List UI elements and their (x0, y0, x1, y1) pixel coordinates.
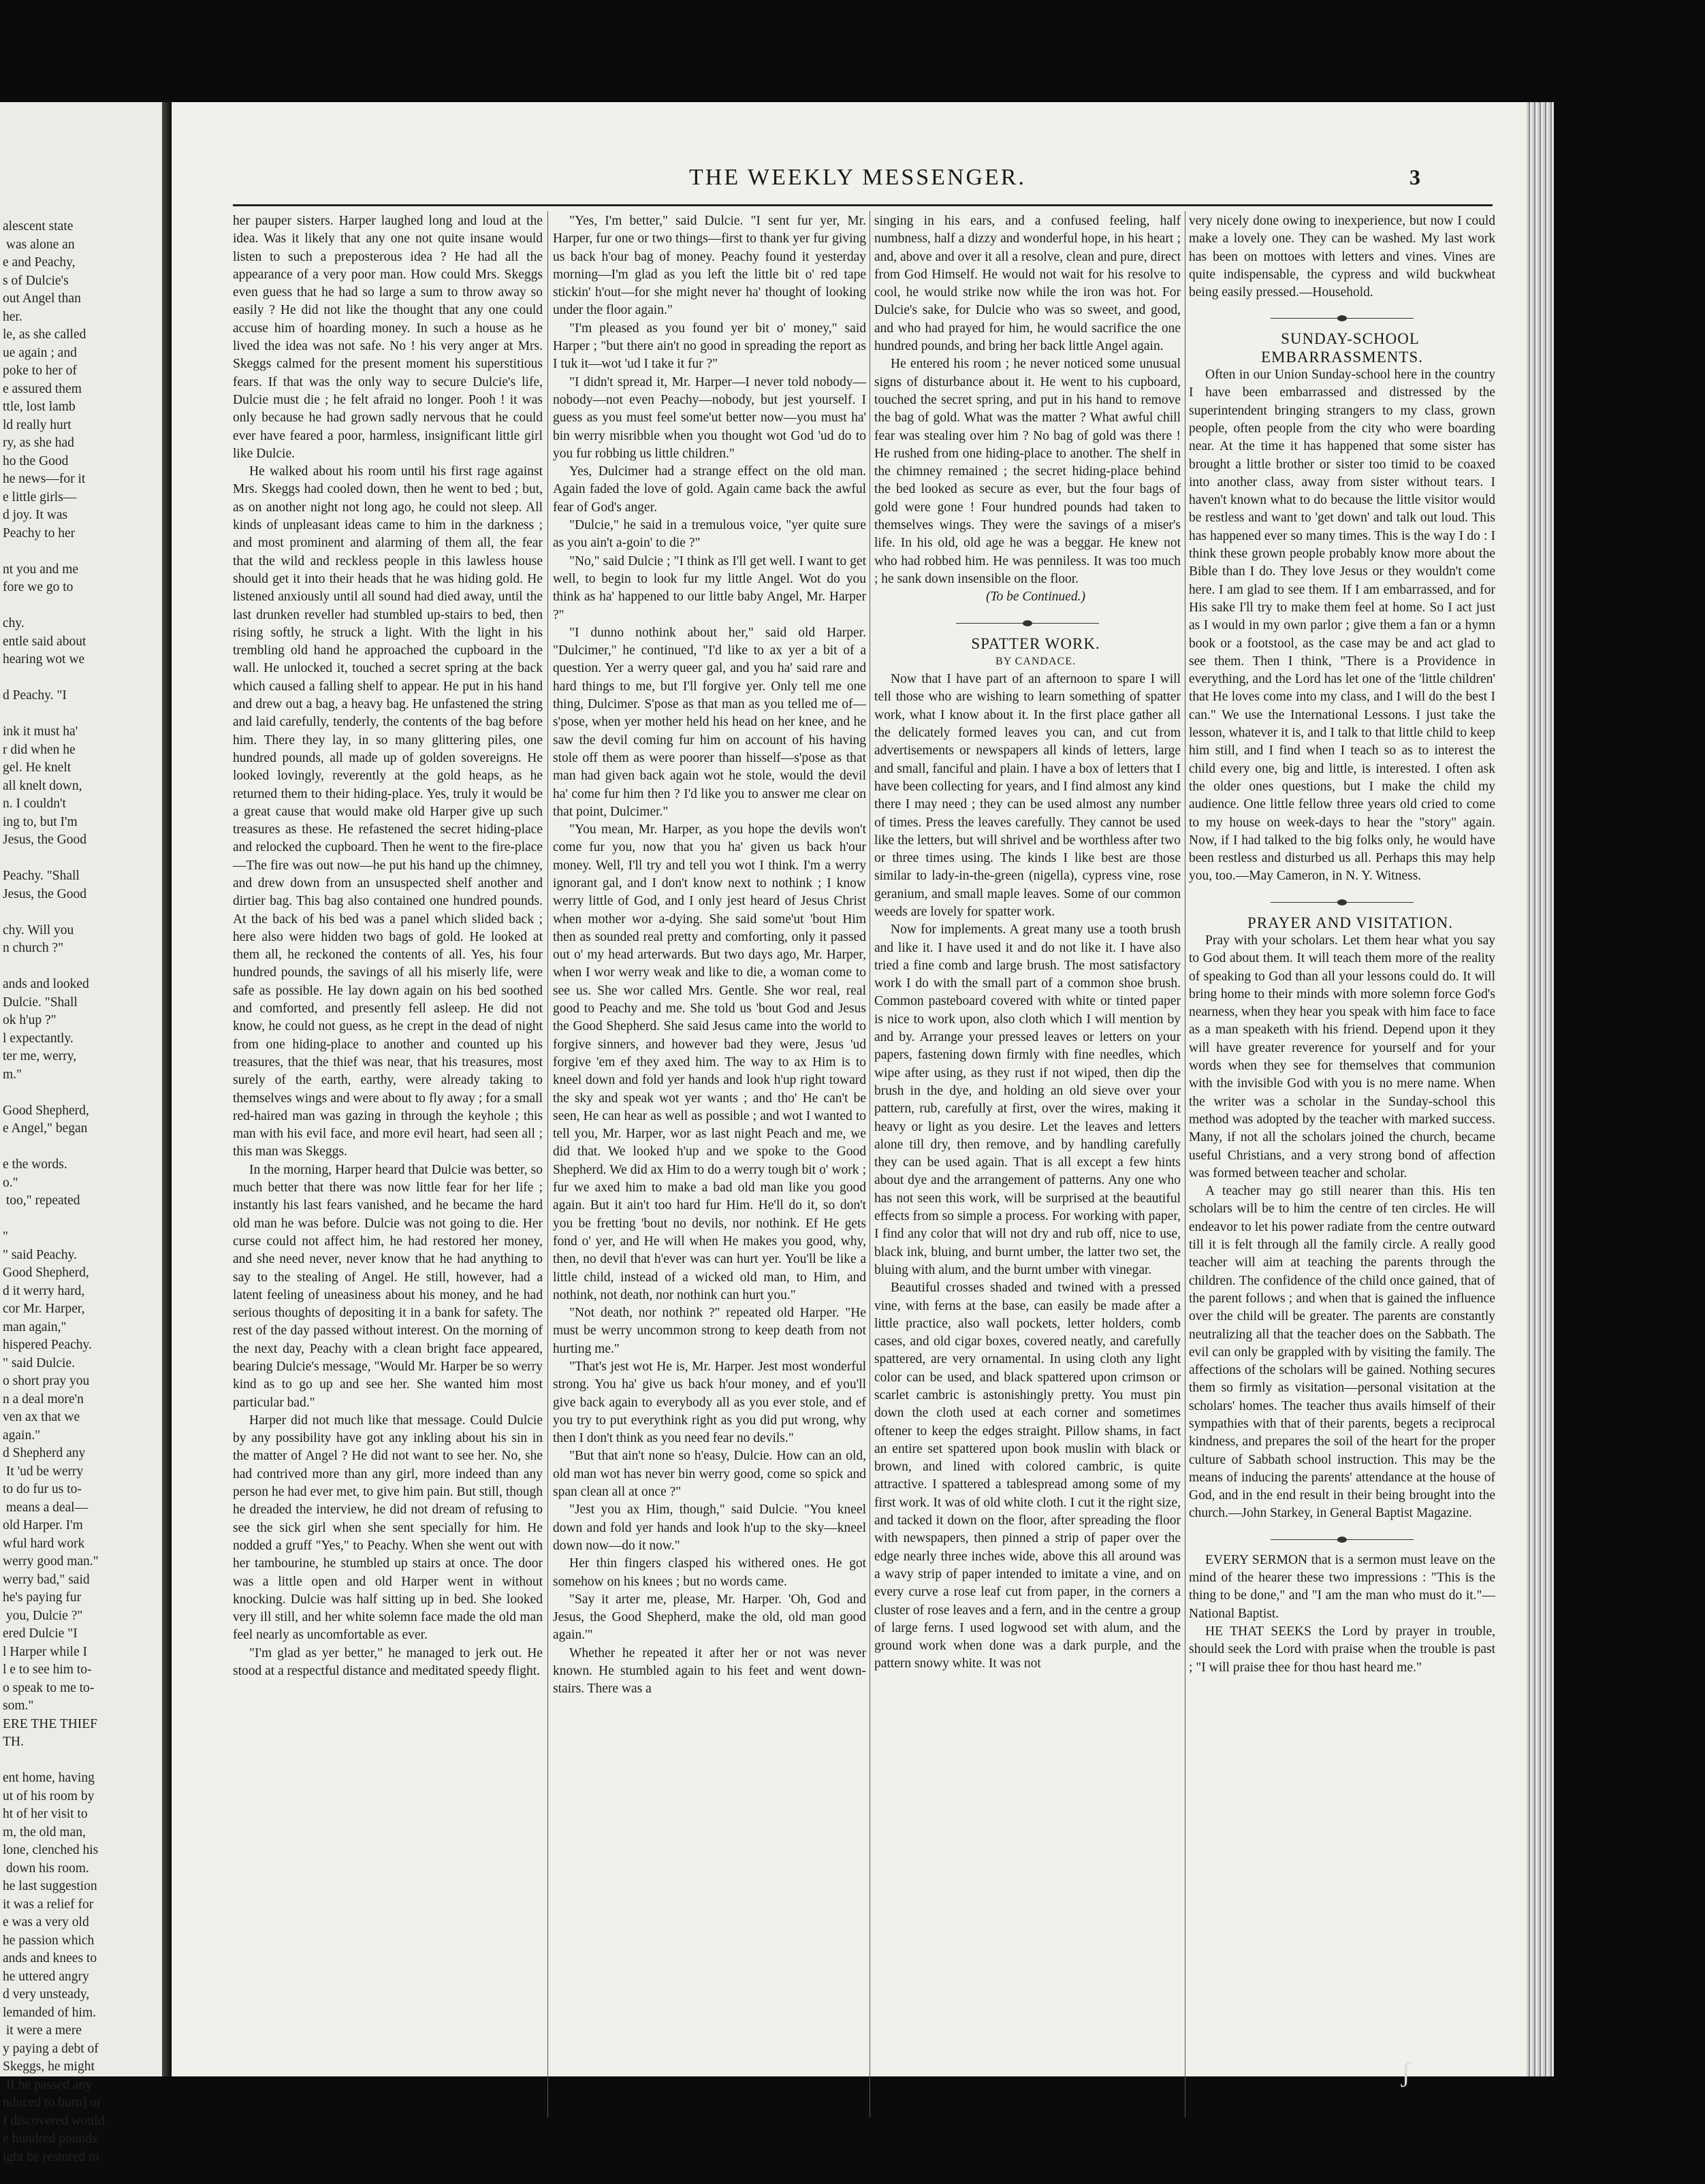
column-divider (547, 211, 548, 2117)
paragraph: A teacher may go still nearer than this. His ten scholars will be to him the centre of ten circles. He will endeavor to let his power radiate from the centre outward till it is felt through all the family circle. A really good teacher will aim at teaching the parents through the children. The confidence of the child once gained, that of the parent follows ; and when that is gained the influence over the child will be greater. The parents are constantly neutralizing all that the teacher does on the Sabbath. The evil can only be grappled with by visiting the family. The affections of the scholars will be gained. Nothing secures them so firmly as visitation—personal visitation at the scholars' homes. The teacher thus avails himself of their sympathies with that of their parents, begets a reciprocal kindness, and prepares the soil of the heart for the proper culture of Sabbath school instruction. This may be the means of inducing the parents' attendance at the house of God, and in the end result in their being brought into the church.—John Starkey, in General Baptist Magazine. (1189, 1184, 1495, 1521)
paragraph: Now for implements. A great many use a tooth brush and like it. I have used it and do not like it. I have also tried a fine comb and large brush. The most satisfactory work I do with the small part of a common shoe brush. Common pasteboard covered with white or tinted paper is nice to work upon, also cloth which I will mention by and by. Arrange your pressed leaves or letters on your papers, fastening down firmly with fine needles, which wipe after using, as they rust if not wiped, then dip the brush in the dye, and holding an old sieve over your pattern, rub, carefully at first, over the wires, making it heavy or light as you desire. Let the leaves and letters alone till dry, then remove, and by handling carefully they can be used again. That is all except a few hints about dye and the arrangement of patterns. Any one who has not seen this work, will be surprised at the beautiful effects from so simple a process. For working with paper, I find any color that will not dry and rub off, nice to use, black ink, bluing, and burnt umber, the latter two set, the bluing with alum, and the burnt umber with vinegar. (874, 922, 1181, 1277)
paragraph: He walked about his room until his first rage against Mrs. Skeggs had cooled down, then he went to bed ; but, as on another night not long ago, he could not sleep. All kinds of unpleasant ideas came to him in the darkness ; and most prominent and alarming of them all, the fear that the wild and reckless people in this lawless house should get it into their heads that he was hiding gold. He listened anxiously until all sound had died away, until the last drunken reveller had stumbled up-stairs to bed, then rising softly, he struck a light. With the light in his trembling old hand he approached the cupboard in the wall. He unlocked it, touched a secret spring at the back which caused a falling shelf to appear. He put in his hand and drew out a bag, a heavy bag. He unfastened the string and laid carefully, tenderly, the contents of the bag before him. There they lay, in so many glittering piles, one hundred pounds, all made up of golden sovereigns. He looked lovingly, reverently at the gold heaps, as he returned them to their hiding-place. Yes, truly it would be a great cause that would make old Harper give up such treasures as these. He refastened the secret hiding-place and relocked the cupboard. Then he went to the fire-place—The fire was out now—he put his hand up the chimney, and drew down from an unsuspected shelf another and dirtier bag. This bag also contained one hundred pounds. At the back of his bed was a panel which slided back ; here also were hidden two bags of gold. He looked at them all, he reckoned the contents of all. Yes, his four hundred pounds, the savings of all his miserly life, were safe as possible. He lay down again on his bed soothed and comforted, and presently fell asleep. He did not know, he could not guess, as he crept in the dead of night from one hiding-place to another and counted up his treasures, that the thief was near, that his treasures, most surely of the earth, earthy, were already taking to themselves wings and were about to fly away ; for a small red-haired man was gazing in through the keyhole ; this man with his evil face, and more evil heart, had seen all ; this man was Skeggs. (233, 464, 543, 1159)
page-stack-edge (1527, 102, 1554, 2076)
ornamental-divider (1189, 898, 1495, 908)
ornamental-divider (1189, 1535, 1495, 1545)
paragraph: He entered his room ; he never noticed some unusual signs of disturbance about it. He went to his cupboard, touched the secret spring, and put in his hand to remove the bag of gold. What was the matter ? What awful chill fear was stealing over him ? No bag of gold was there ! He rushed from one hiding-place to another. The shelf in the chimney remained ; the secret hiding-place behind the bed looked as secure as ever, but the four bags of gold were gone ! Four hundred pounds had taken to themselves wings. They were the savings of a miser's life. In his old, old age he was a beggar. He knew not who had robbed him. He was penniless. It was too much ; he sank down insensible on the floor. (874, 357, 1181, 586)
ornamental-divider (874, 619, 1181, 628)
newspaper-page (172, 102, 1527, 2076)
column-3 (874, 212, 1181, 1673)
ornamental-divider (1189, 314, 1495, 323)
article-heading-spatter-work: SPATTER WORK. (971, 635, 1100, 652)
paragraph: "I'm pleased as you found yer bit o' money," said Harper ; "but there ain't no good in spreading the report as I tuk it—wot 'ud I take it fur ?" (553, 321, 866, 372)
previous-page-column: alescent state was alone an e and Peachy, s of Dulcie's out Angel than her. le, as she called ue again ; and poke to her of e assured them ttle, lost lamb ld really hurt ry, as she had ho the Good he news—for it e little girls— d joy. It was Peachy to her nt you and me fore we go to chy. entle said about hearing wot we d Peachy. "I ink it must ha' r did when he gel. He knelt all knelt down, n. I couldn't ing to, but I'm Jesus, the Good Peachy. "Shall Jesus, the Good chy. Will you n church ?" ands and looked Dulcie. "Shall ok h'up ?" l expectantly. ter me, werry, m." Good Shepherd, e Angel," began e the words. o." too," repeated " " said Peachy. Good Shepherd, d it werry hard, cor Mr. Harper, man again," hispered Peachy. " said Dulcie. o short pray you n a deal more'n ven ax that we again." d Shepherd any It 'ud be werry to do fur us to- means a deal— old Harper. I'm wful hard work werry good man." werry bad," said he's paying fur you, Dulcie ?" ered Dulcie "I l Harper while I l e to see him to- o speak to me to- som." ERE THE THIEF TH. ent home, having ut of his room by ht of her visit to m, the old man, lone, clenched his down his room. he last suggestion it was a relief for e was a very old he passion which ands and knees to he uttered angry d very unsteady, lemanded of him. it were a mere y paying a debt of Skeggs, he might If he passed any nduced to burn] or f discovered would e hundred pounds ight be restored to (3, 219, 105, 2164)
paragraph: very nicely done owing to inexperience, but now I could make a lovely one. They can be washed. My last work has been on mottoes with letters and vines. Vines are quite indispensable, the cypress and wild buckwheat being easily pressed.—Household. (1189, 214, 1495, 300)
paragraph: "No," said Dulcie ; "I think as I'll get well. I want to get well, to begin to look fur my little Angel. Wot do you think as ha' happened to our little baby Angel, Mr. Harper ?" (553, 553, 866, 622)
paragraph: HE THAT SEEKS the Lord by prayer in trouble, should seek the Lord with praise when the trouble is past ; "I will praise thee for thou hast heard me." (1189, 1624, 1495, 1675)
masthead-title: THE WEEKLY MESSENGER. (689, 165, 1026, 190)
paragraph: "You mean, Mr. Harper, as you hope the devils won't come fur you, now that you ha' given us back h'our money. Well, I'll try and tell you wot I think. I'm a werry ignorant gal, and I don't know next to nothink ; I know werry little of God, and I only jest heard of Jesus Christ when mother wor a-dying. She said some'ut 'bout Him then as sounded real pretty and comforting, only it passed out o' my head arterwards. But two days ago, Mr. Harper, when I wor werry weak and like to die, a woman come to see us. She wor called Mrs. Gentle. She wor real, real good to Peachy and me. She told us 'bout God and Jesus the Good Shepherd. She said Jesus came into the world to forgive sinners, and however bad they were, Jesus 'ud forgive 'em ef they axed him. The way to ax Him is to kneel down and fold yer hands and look h'up right toward the sky and speak wot yer wants ; and tho' He can't be seen, He can hear as well as possible ; and wot I wanted to tell you, Mr. Harper, wor as last night Peach and me, we did that. We looked h'up and we spoke to the Good Shepherd. We did ax Him to do a werry tough bit o' work ; fur we axed him to make a bad old man like you good again. But it ain't too hard fur Him. He'll do it, so don't you be fretting 'bout no devils, nor nothink. Ef He gets fond o' yer, and He will when He makes you good, why, then, no devil that h'ever was can hurt yer. You'll be like a little child, instead of a wicked old man, to Him, and nothink, not death, nor nothink can hurt you." (553, 822, 866, 1302)
to-be-continued: (To be Continued.) (985, 590, 1086, 605)
paragraph: singing in his ears, and a confused feeling, half numbness, half a dizzy and wonderful hope, in his heart ; and, above and over it all a resolve, clean and pure, direct from God Himself. He would not wait for his resolve to cool, he would strike now while the iron was hot. For Dulcie's sake, for Dulcie who was so sweet, and good, and who had prayed for him, he would sacrifice the one hundred pounds, and bring her back little Angel again. (874, 214, 1181, 354)
page-header (172, 165, 1527, 192)
article-byline: BY CANDACE. (995, 655, 1076, 667)
paragraph: "Say it arter me, please, Mr. Harper. 'Oh, God and Jesus, the Good Shepherd, make the old, old man good again.'" (553, 1592, 866, 1643)
paragraph: "Jest you ax Him, though," said Dulcie. "You kneel down and fold yer hands and look h'up to the sky—kneel down now—do it now." (553, 1503, 866, 1553)
page-gutter (162, 102, 172, 2076)
column-1 (233, 212, 543, 1680)
paragraph: Harper did not much like that message. Could Dulcie by any possibility have got any inkling about his sin in the matter of Angel ? He did not want to see her. No, she had contrived more than any girl, more indeed than any person he had ever met, to give him pain. But still, though he dreaded the interview, he did not dream of refusing to see the sick girl when she sent specially for him. He nodded a gruff "Yes," to Peachy. When she went out with her tambourine, he stumbled up stairs at once. The door was a little open and old Harper went in without knocking. Dulcie was half sitting up in bed. She looked very ill still, and her white solemn face made the old man feel nearly as uncomfortable as ever. (233, 1413, 543, 1643)
paragraph: Yes, Dulcimer had a strange effect on the old man. Again faded the love of gold. Again came back the awful fear of God's anger. (553, 464, 866, 515)
paragraph: "I dunno nothink about her," said old Harper. "Dulcimer," he continued, "I'd like to ax yer a bit of a question. Yer a werry queer gal, and you ha' said rare and hard things to me, but I'll forgive yer. Only tell me one thing, Dulcimer. S'pose as that man as you telled me of—s'pose, when yer mother held his head on her knee, and he saw the devil coming fur him on account of his having stole off them as were poorer than hisself—s'pose as that man had given back again wot he stole, would the devil ha' come fur him then ? I'd like you to answer me clear on that point, Dulcimer." (553, 625, 866, 819)
paragraph: "That's jest wot He is, Mr. Harper. Jest most wonderful strong. You ha' give us back h'our money, and ef you'll give back again to everybody all as you ever stole, and ef you try to put everythink right as you did put wrong, why then I don't think as you need fear no devils." (553, 1360, 866, 1446)
header-rule (233, 204, 1493, 206)
paragraph: her pauper sisters. Harper laughed long and loud at the idea. Was it likely that any one not quite insane would listen to such a preposterous idea ? He had all the appearance of a very poor man. How could Mrs. Skeggs even guess that he had so large a sum to throw away so easily ? He did not like the thought that any one could accuse him of hoarding money. In such a house as he lived the idea was not safe. No ! his very anger at Mrs. Skeggs calmed for the present moment his superstitious fears. If that was the only way to secure Dulcie's life, Dulcie must die ; he felt afraid no longer. Pooh ! it was only because he had grown sadly nervous that he could ever have feared a poor, harmless, insignificant little girl like Dulcie. (233, 214, 543, 461)
article-heading-sunday-school: SUNDAY-SCHOOL EMBARRASSMENTS. (1260, 330, 1424, 366)
previous-page (0, 102, 162, 2164)
paragraph: EVERY SERMON that is a sermon must leave on the mind of the hearer these two impressions : "This is the thing to be done," and "I am the man who must do it."—National Baptist. (1189, 1552, 1495, 1621)
scan-mark: ʃ (1401, 2057, 1411, 2087)
paragraph: "I'm glad as yer better," he managed to jerk out. He stood at a respectful distance and meditated speedy flight. (233, 1645, 543, 1679)
paragraph: "I didn't spread it, Mr. Harper—I never told nobody—nobody—not even Peachy—nobody, but jest yourself. I guess as you must feel some'ut better now—you must ha' bin werry misribble when you thought wot God 'ud do to you fur robbing us little children." (553, 374, 866, 461)
paragraph: Often in our Union Sunday-school here in the country I have been embarrassed and distressed by the superintendent bringing strangers to my class, grown people, often people from the city who were boarding near. At the time it has happened that some sister has brought a little brother or sister too timid to be coaxed into another class, away from sister without tears. I haven't known what to do because the little visitor would be restless and want to 'get down' and talk out loud. This has happened ever so many times. This is the way I do : I think these grown people probably know more about the Bible than I do. They love Jesus or they wouldn't come here. I am glad to see them. If I am embarrassed, and for His sake I'll try to make them feel at home. So I act just as I would in my own parlor ; give them a fan or a hymn book or a footstool, as the case may be and act glad to see them. Then I think, "There is a Providence in everything, and the Lord has let one of the 'little children' that He loves come into my class, and I will do the best I can." We use the International Lessons. I just take the lesson, whatever it is, and I talk to that little child to keep him still, and I find when I teach so as to interest the child every one, big and little, is interested. I often ask the older ones questions, but I make the child my audience. One little fellow three years old cried to come to my house on week-days to hear the "story" again. Now, if I had talked to the big folks only, he would have been restless and disturbed us all. Perhaps this may help you, too.—May Cameron, in N. Y. Witness. (1189, 368, 1495, 884)
paragraph: Whether he repeated it after her or not was never known. He stumbled again to his feet and went down-stairs. There was a (553, 1645, 866, 1697)
paragraph: Now that I have part of an afternoon to spare I will tell those who are wishing to learn something of spatter work, what I know about it. In the first place gather all the delicately formed leaves you can, and cut from advertisements or newspapers all kinds of letters, large and small, fanciful and plain. I have a box of letters that I have been collecting for years, and I find almost any kind there I may need ; they can be used almost any number of times. Press the leaves carefully. They cannot be used like the letters, but will shrivel and be worthless after two or three times using. The kinds I like best are those similar to lady-in-the-green (nigella), cypress vine, rose geranium, and small maple leaves. Some of our common weeds are lovely for spatter work. (874, 672, 1181, 919)
column-4 (1189, 212, 1495, 1677)
paragraph: "Yes, I'm better," said Dulcie. "I sent fur yer, Mr. Harper, fur one or two things—first to thank yer fur giving us back h'our bag of money. Peachy found it yesterday morning—I'm glad as you left the little bit o' red tape stickin' h'out—for she might never ha' thought of looking under the floor again." (553, 214, 866, 318)
paragraph: "But that ain't none so h'easy, Dulcie. How can an old, old man wot has never bin werry good, come so spick and span clean all at once ?" (553, 1449, 866, 1500)
paragraph: Her thin fingers clasped his withered ones. He got somehow on his knees ; but no words came. (553, 1556, 866, 1589)
article-heading-prayer-visitation: PRAYER AND VISITATION. (1247, 914, 1453, 931)
paragraph: Beautiful crosses shaded and twined with a pressed vine, with ferns at the base, can easily be made after a little practice, also wall pockets, letter holders, comb cases, and old cigar boxes, covered neatly, and carefully spattered, are very ornamental. In using cloth any light color can be used, and black spattered upon crimson or scarlet cambric is astonishingly pretty. You must pin down the cloth used at each corner and sometimes oftener to keep the edges straight. Pillow shams, in fact an entire set spattered upon book muslin with black or brown, and lined with colored cambric, is quite attractive. I spattered a tablespread among some of my first work. It was of old white cloth. I cut it the right size, and tacked it down on the floor, after spreading the floor with newspapers, then pinned a strip of paper over the edge nearly three inches wide, above this all around was a wavy strip of paper intended to imitate a vine, and on every curve a rose leaf cut from paper, in the corners a cluster of rose leaves and a fern, and in the centre a group of large ferns. I used logwood set with alum, and the ground work when done was a dark purple, and the pattern snowy white. It was not (874, 1281, 1181, 1671)
column-2 (553, 212, 866, 1699)
paragraph: "Not death, nor nothink ?" repeated old Harper. "He must be werry uncommon strong to keep death from not hurting me." (553, 1306, 866, 1356)
page-number: 3 (1409, 165, 1420, 189)
paragraph: Pray with your scholars. Let them hear what you say to God about them. It will teach them more of the reality of speaking to God than all your lessons could do. It will bring home to their minds with more solemn force God's nearness, when they hear you speak with him face to face as a man speaketh with his friend. Depend upon it they will have greater reverence for yourself and for your words when they see for themselves that communion with the invisible God with you is no mere name. When the writer was a scholar in the Sunday-school this method was adopted by the teacher with marked success. Many, if not all the scholars joined the church, became useful Christians, and a very strong bond of affection was formed between teacher and scholar. (1189, 933, 1495, 1181)
paragraph: In the morning, Harper heard that Dulcie was better, so much better that there was now little fear for her life ; instantly his last fears vanished, and he became the hard old man he was before. Dulcie was not going to die. Her curse could not affect him, he had restored her money, and she need never, never know that he had anything to say to the stealing of Angel. He still, however, had a latent feeling of uneasiness about his money, and he had serious thoughts of depositing it in a bank for safety. The rest of the day passed without interest. On the morning of the next day, Peachy with a clean bright face appeared, bearing Dulcie's message, "Would Mr. Harper be so werry kind as to go up and see her. She wanted him most particular bad." (233, 1162, 543, 1410)
paragraph: "Dulcie," he said in a tremulous voice, "yer quite sure as you ain't a-goin' to die ?" (553, 518, 866, 551)
